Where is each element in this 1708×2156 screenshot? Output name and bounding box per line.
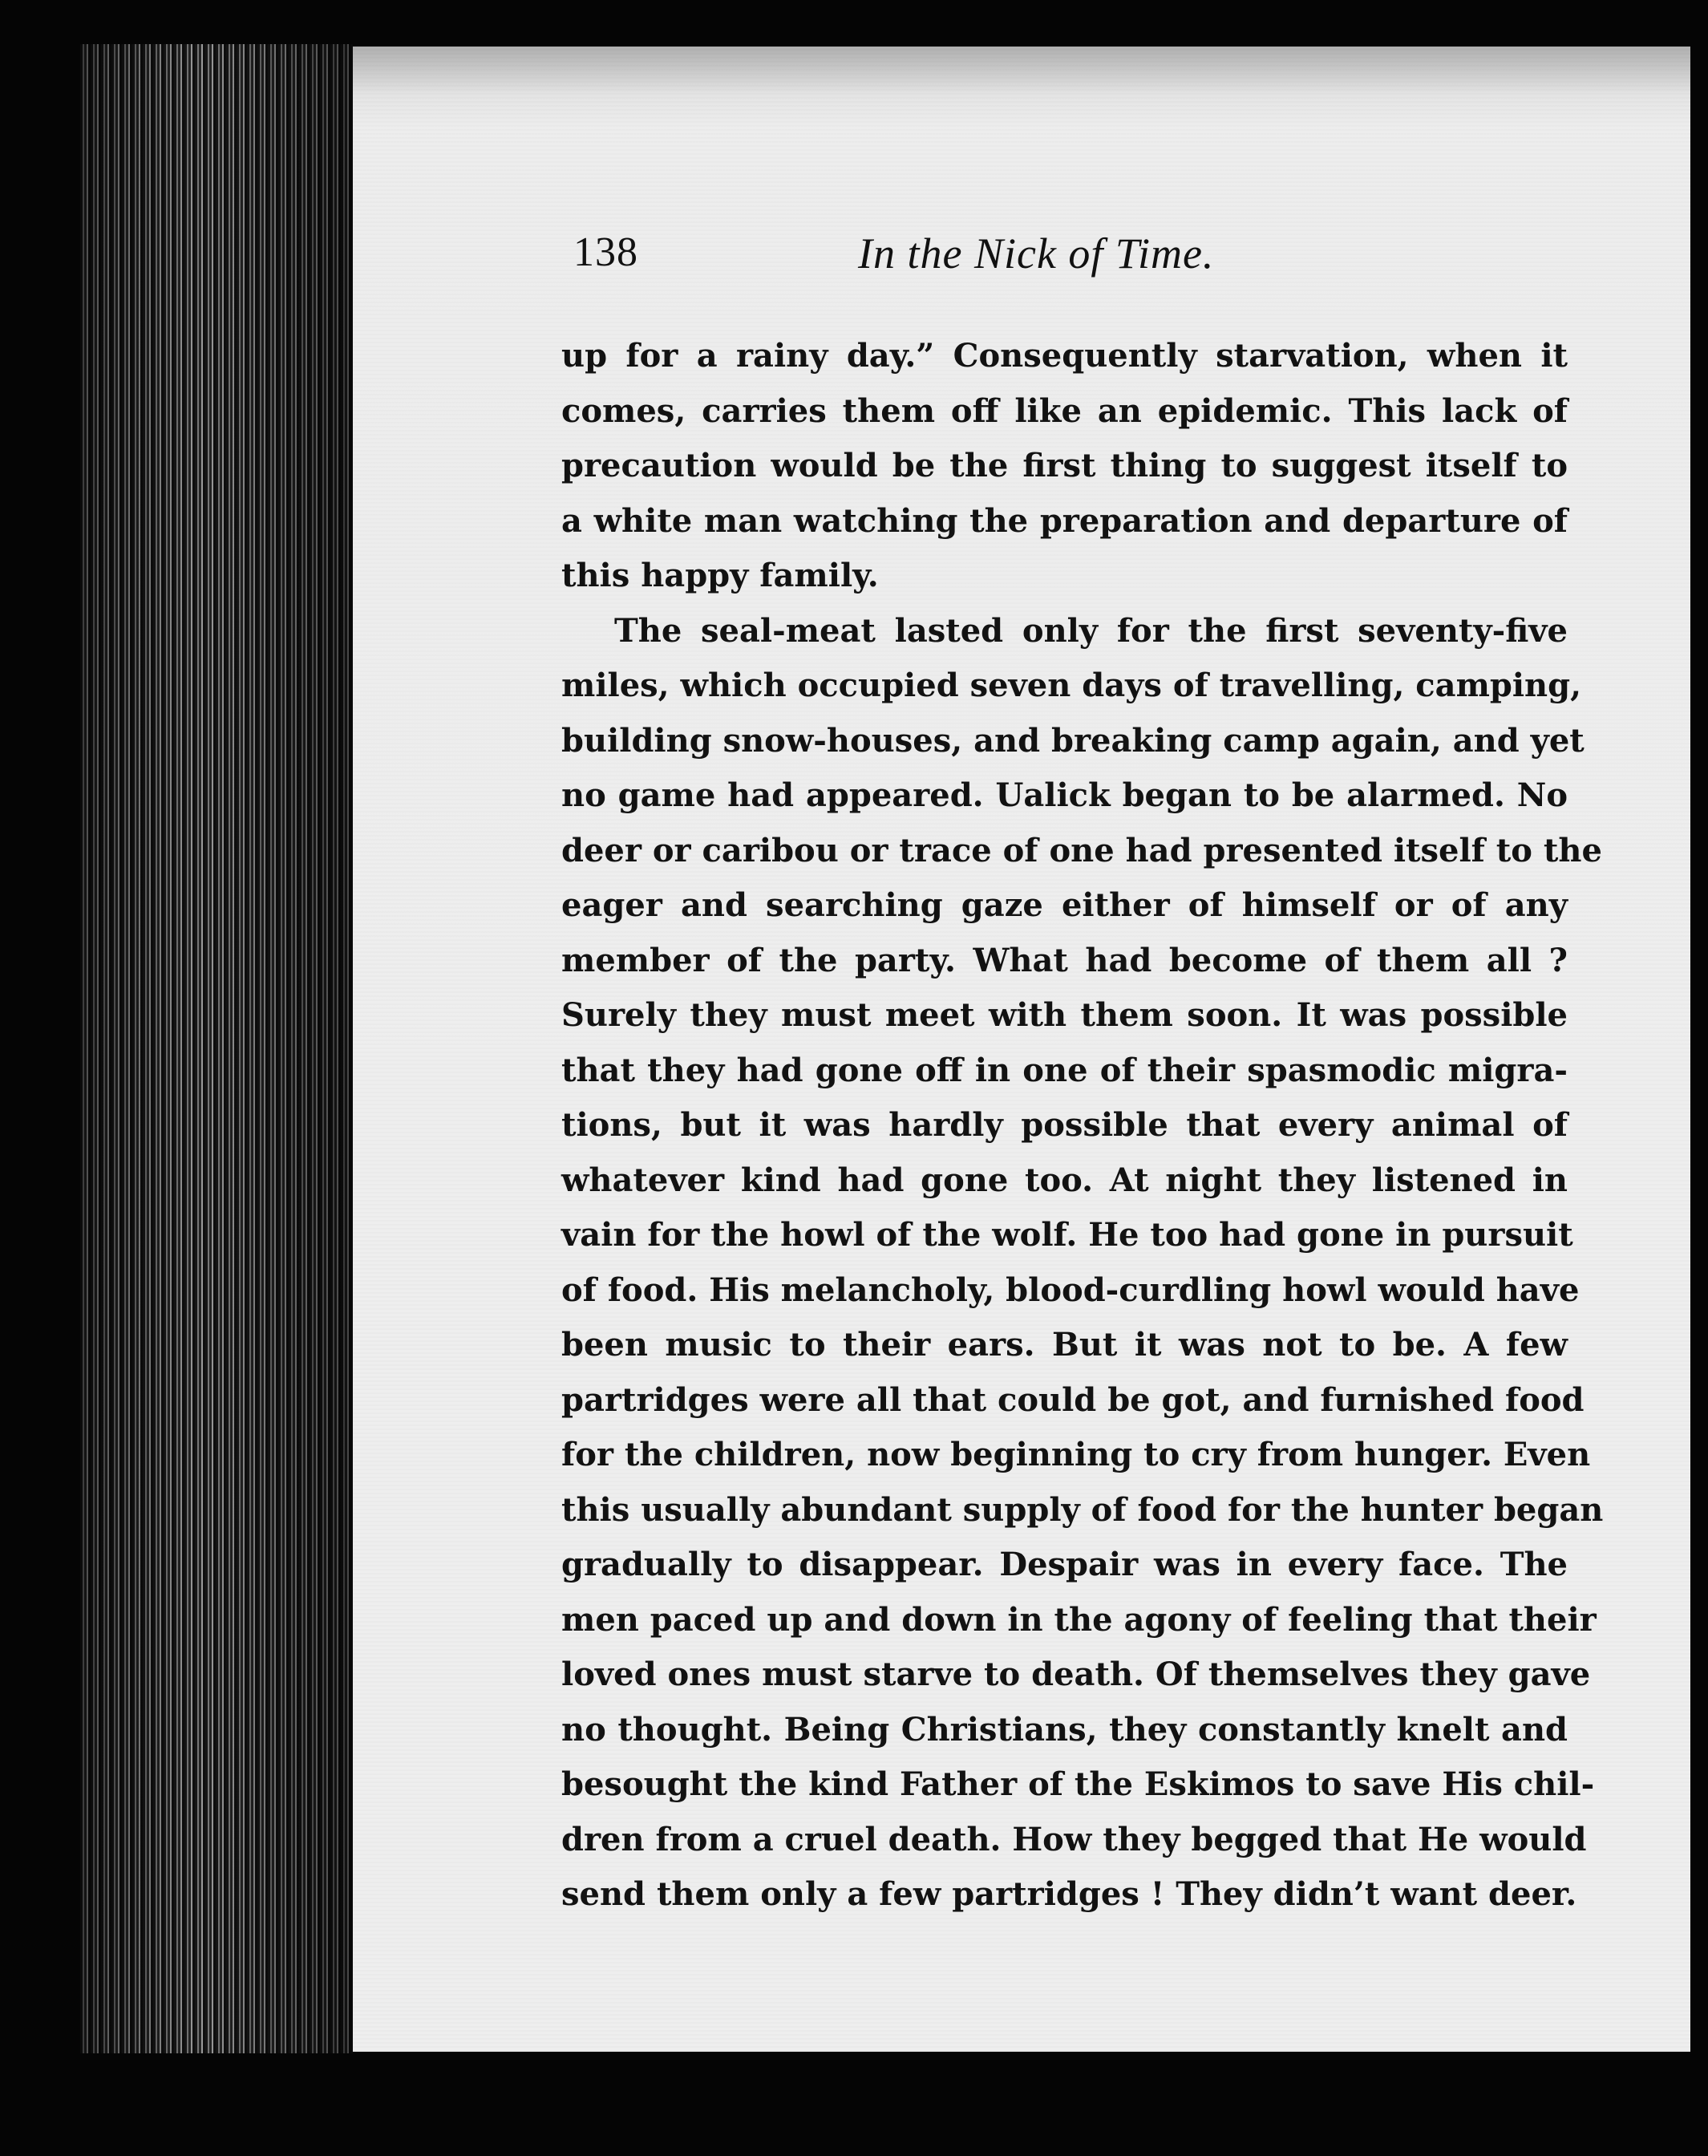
- page-header: [573, 229, 1576, 293]
- text-line: tions, but it was hardly possible that every animal of: [561, 1106, 1568, 1144]
- page-top-shadow: [353, 47, 1690, 95]
- text-line: gradually to disappear. Despair was in every face. The: [561, 1546, 1568, 1583]
- running-title: In the Nick of Time.: [858, 229, 1215, 278]
- text-line: The seal-meat lasted only for the first seventy-five: [614, 611, 1568, 650]
- text-line: besought the kind Father of the Eskimos to save His chil-: [561, 1765, 1595, 1803]
- text-line: that they had gone off in one of their spasmodic migra-: [561, 1051, 1568, 1089]
- text-line: comes, carries them off like an epidemic. This lack of: [561, 391, 1568, 430]
- paragraph: [561, 329, 1568, 604]
- page-number: 138: [573, 229, 638, 275]
- text-line: whatever kind had gone too. At night they listened in: [561, 1161, 1568, 1199]
- page-edges-shadow: [80, 44, 353, 2053]
- text-line: for the children, now beginning to cry from hunger. Even: [561, 1436, 1591, 1473]
- text-line: partridges were all that could be got, and furnished food: [561, 1380, 1585, 1419]
- text-line: Surely they must meet with them soon. It was possible: [561, 996, 1568, 1034]
- text-line: of food. His melancholy, blood-curdling howl would have: [561, 1270, 1580, 1309]
- text-line: eager and searching gaze either of himself or of any: [561, 886, 1568, 924]
- text-line: dren from a cruel death. How they begged that He would: [561, 1820, 1587, 1858]
- text-line: member of the party. What had become of them all ?: [561, 941, 1568, 979]
- text-line: been music to their ears. But it was not to be. A few: [561, 1326, 1568, 1364]
- text-line: up for a rainy day.” Consequently starvation, when it: [561, 337, 1568, 375]
- text-line: this usually abundant supply of food for the hunter began: [561, 1490, 1604, 1529]
- text-line: men paced up and down in the agony of feeling that their: [561, 1600, 1597, 1639]
- text-line: deer or caribou or trace of one had presented itself to the: [561, 831, 1602, 869]
- text-line: precaution would be the first thing to suggest itself to: [561, 447, 1568, 484]
- text-line: a white man watching the preparation and departure of: [561, 501, 1568, 540]
- text-line: miles, which occupied seven days of travelling, camping,: [561, 667, 1582, 704]
- text-line: no game had appeared. Ualick began to be alarmed. No: [561, 776, 1568, 814]
- text-line: send them only a few partridges ! They didn’t want deer.: [561, 1875, 1577, 1913]
- text-line: loved ones must starve to death. Of themselves they gave: [561, 1656, 1591, 1693]
- text-line: no thought. Being Christians, they constantly knelt and: [561, 1710, 1568, 1749]
- text-line: vain for the howl of the wolf. He too had gone in pursuit: [561, 1216, 1573, 1254]
- paragraph: [561, 604, 1604, 1923]
- text-line: building snow-houses, and breaking camp again, and yet: [561, 721, 1585, 760]
- text-line: this happy family.: [561, 557, 879, 594]
- body-text: [561, 329, 1604, 1923]
